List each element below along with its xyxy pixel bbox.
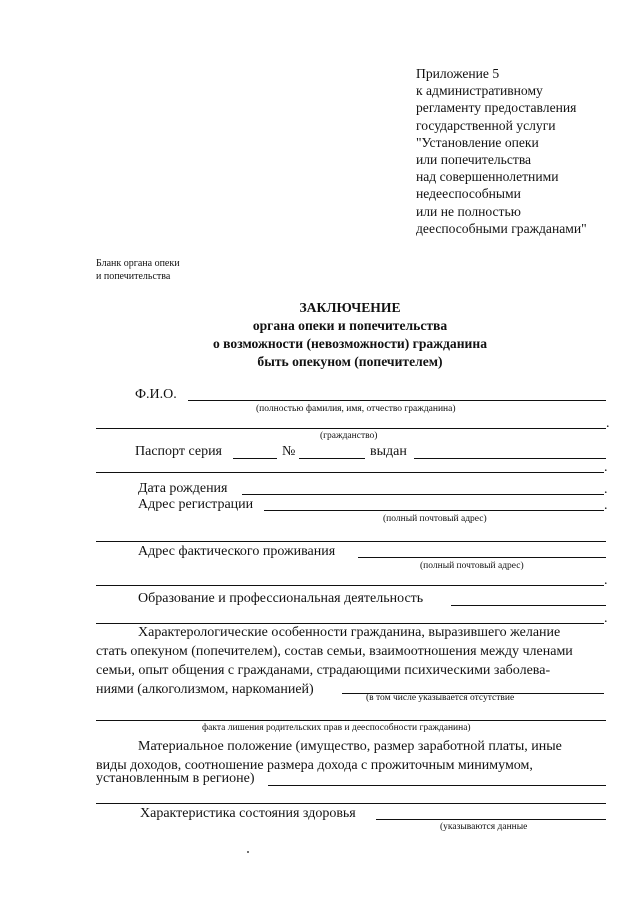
health-hint: (указываются данные — [440, 822, 528, 832]
passport-number-label: № — [282, 444, 296, 459]
appendix-line: дееспособными гражданами" — [416, 220, 587, 236]
appendix-line: Приложение 5 — [416, 66, 500, 81]
appendix-line: государственной услуги — [416, 117, 556, 133]
citizenship-hint: (гражданство) — [320, 431, 378, 441]
deprivation-hint: факта лишения родительских прав и дееспособности гражданина) — [202, 723, 471, 733]
passport-issued-label: выдан — [370, 444, 407, 459]
absence-hint: (в том числе указывается отсутствие — [366, 693, 515, 703]
postal-hint: (полный почтовый адрес) — [420, 561, 524, 571]
authority-letterhead — [96, 257, 180, 283]
scan-speck — [247, 851, 249, 853]
appendix-line: над совершеннолетними — [416, 169, 559, 185]
actual-address-field[interactable] — [358, 557, 606, 558]
education-label: Образование и профессиональная деятельность — [138, 591, 424, 606]
fio-field[interactable] — [188, 400, 606, 401]
letterhead-line: и попечительства — [96, 271, 171, 282]
appendix-line: к административному — [416, 83, 543, 99]
character-line-2: стать опекуном (попечителем), состав семьи, взаимоотношения между членами — [96, 644, 573, 659]
material-continuation-field[interactable] — [96, 803, 606, 804]
document-title: ЗАКЛЮЧЕНИЕ — [299, 300, 401, 315]
material-line-1: Материальное положение (имущество, размер заработной платы, иные — [138, 739, 562, 754]
character-line-1: Характерологические особенности гражданина, выразившего желание — [138, 625, 561, 640]
education-field[interactable] — [451, 605, 606, 606]
passport-continuation-field[interactable] — [96, 472, 604, 473]
health-label: Характеристика состояния здоровья — [140, 806, 356, 821]
actual-address-continuation-field[interactable] — [96, 585, 604, 586]
character-continuation-field[interactable] — [96, 720, 606, 721]
appendix-line: или попечительства — [416, 152, 532, 168]
passport-issued-field[interactable] — [414, 458, 606, 459]
fio-hint: (полностью фамилия, имя, отчество гражданина) — [256, 404, 456, 414]
reg-address-label: Адрес регистрации — [138, 497, 254, 512]
passport-number-field[interactable] — [299, 458, 365, 459]
birth-date-label: Дата рождения — [138, 481, 228, 496]
period: . — [606, 416, 610, 431]
appendix-block — [416, 65, 587, 237]
fio-label: Ф.И.О. — [135, 387, 177, 402]
letterhead-line: Бланк органа опеки — [96, 258, 180, 269]
reg-address-continuation-field[interactable] — [96, 541, 606, 542]
birth-date-field[interactable] — [242, 494, 604, 495]
document-subtitle-2: о возможности (невозможности) гражданина — [212, 336, 488, 351]
postal-hint: (полный почтовый адрес) — [383, 514, 487, 524]
period: . — [604, 611, 608, 626]
appendix-line: или не полностью — [416, 203, 521, 219]
material-line-2: виды доходов, соотношение размера дохода с прожиточным минимумом, — [96, 758, 533, 773]
passport-series-field[interactable] — [233, 458, 277, 459]
period: . — [604, 498, 608, 513]
appendix-line: недееспособными — [416, 186, 521, 202]
document-subtitle-3: быть опекуном (попечителем) — [257, 354, 443, 369]
actual-address-label: Адрес фактического проживания — [138, 544, 336, 559]
period: . — [604, 573, 608, 588]
appendix-line: "Установление опеки — [416, 134, 539, 150]
material-line-3: установленным в регионе) — [96, 771, 255, 786]
period: . — [604, 460, 608, 475]
health-field[interactable] — [376, 819, 606, 820]
period: . — [604, 482, 608, 497]
passport-series-label: Паспорт серия — [135, 444, 222, 459]
document-subtitle-1: органа опеки и попечительства — [252, 318, 448, 333]
reg-address-field[interactable] — [264, 510, 604, 511]
fio-continuation-field[interactable] — [96, 428, 606, 429]
character-line-3: семьи, опыт общения с гражданами, страдающими психическими заболева- — [96, 663, 551, 678]
appendix-line: регламенту предоставления — [416, 100, 577, 116]
material-field[interactable] — [268, 785, 606, 786]
education-continuation-field[interactable] — [96, 623, 604, 624]
character-line-4: ниями (алкоголизмом, наркоманией) — [96, 682, 314, 697]
